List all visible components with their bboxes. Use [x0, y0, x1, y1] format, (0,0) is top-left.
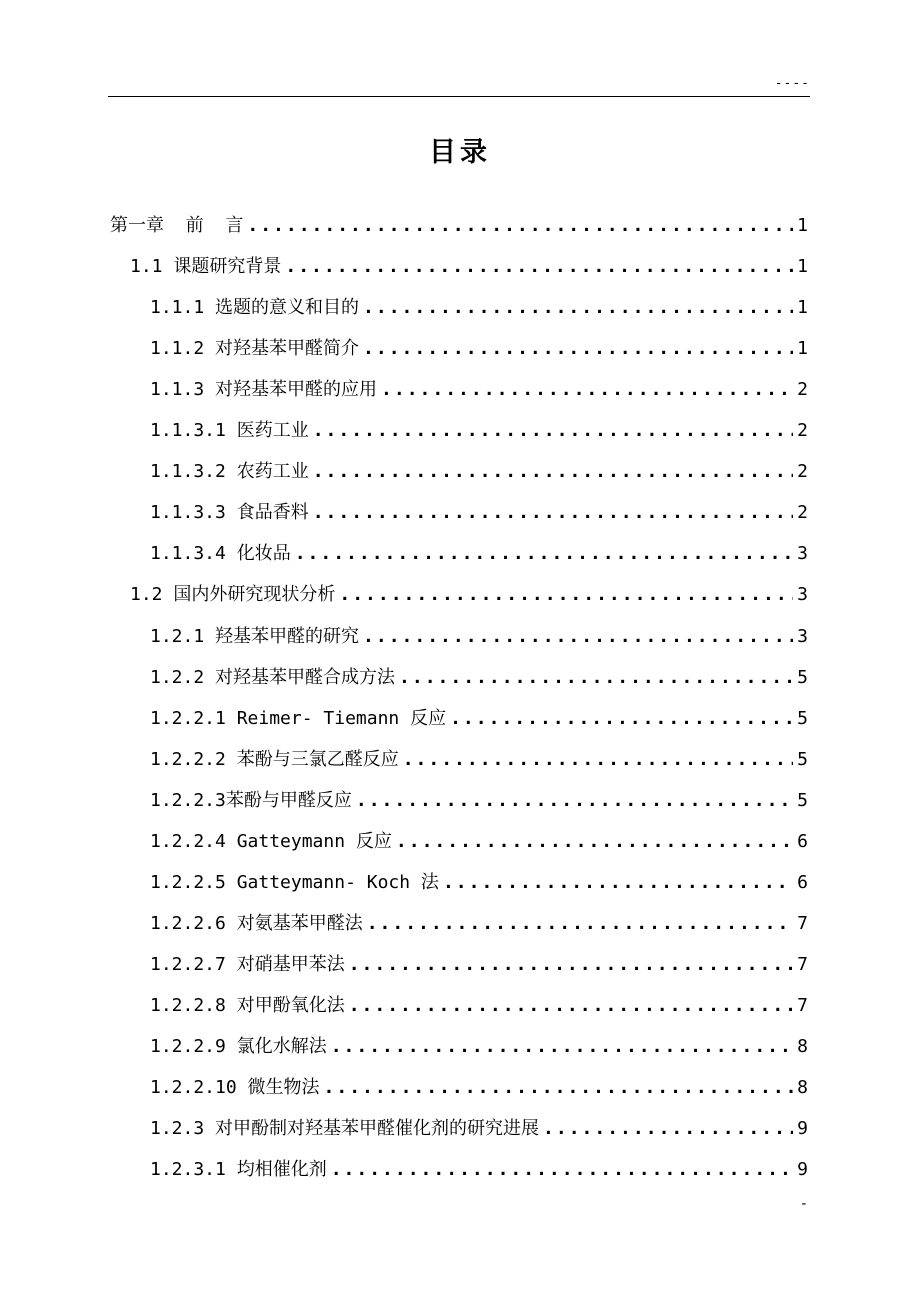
toc-entry-label: 1.2.1 羟基苯甲醛的研究: [150, 625, 360, 647]
toc-entry-page-number: 3: [797, 625, 808, 647]
toc-entry-label: 1.2.2.8 对甲酚氧化法: [150, 994, 345, 1016]
toc-entry-page-number: 9: [797, 1159, 808, 1181]
toc-entry-label: 1.2.2.1 Reimer- Tiemann 反应: [150, 707, 447, 729]
toc-dot-leader: [331, 1035, 793, 1059]
toc-entry-page-number: 5: [797, 748, 808, 770]
toc-dot-leader: [363, 296, 793, 320]
toc-dot-leader: [247, 214, 793, 238]
toc-entry-label: 第一章 前 言: [110, 215, 244, 237]
toc-entry-label: 1.2.3 对甲酚制对羟基苯甲醛催化剂的研究进展: [150, 1118, 540, 1140]
toc-entry-label: 1.1.3.4 化妆品: [150, 543, 291, 565]
toc-entry-page-number: 1: [797, 215, 808, 237]
toc-entry-label: 1.1.3.2 农药工业: [150, 461, 309, 483]
toc-dot-leader: [543, 1117, 793, 1141]
toc-dot-leader: [349, 953, 793, 977]
toc-entry[interactable]: [110, 772, 808, 813]
toc-entry-page-number: 5: [797, 666, 808, 688]
toc-dot-leader: [295, 542, 793, 566]
toc-entry-label: 1.1.1 选题的意义和目的: [150, 297, 360, 319]
toc-entry[interactable]: [110, 238, 808, 279]
toc-entry-label: 1.1.3 对羟基苯甲醛的应用: [150, 379, 378, 401]
toc-entry-page-number: 1: [797, 297, 808, 319]
toc-entry-page-number: 7: [797, 953, 808, 975]
toc-entry-label: 1.2.2.10 微生物法: [150, 1077, 320, 1099]
toc-entry-label: 1.1.3.1 医药工业: [150, 420, 309, 442]
toc-dot-leader: [339, 583, 793, 607]
toc-entry-page-number: 8: [797, 1035, 808, 1057]
toc-entry-page-number: 7: [797, 912, 808, 934]
toc-entry-label: 1.2.2 对羟基苯甲醛合成方法: [150, 666, 396, 688]
toc-entry-label: 1.1.3.3 食品香料: [150, 502, 309, 524]
toc-dot-leader: [285, 255, 793, 279]
toc-entry[interactable]: [110, 731, 808, 772]
toc-entry-page-number: 2: [797, 461, 808, 483]
toc-dot-leader: [313, 501, 793, 525]
toc-entry-page-number: 3: [797, 543, 808, 565]
toc-dot-leader: [403, 748, 793, 772]
toc-entry-page-number: 2: [797, 502, 808, 524]
toc-entry-label: 1.2.2.7 对硝基甲苯法: [150, 953, 345, 975]
toc-entry[interactable]: [110, 1059, 808, 1100]
toc-entry-page-number: 1: [797, 338, 808, 360]
toc-entry-label: 1.2.2.5 Gatteymann- Koch 法: [150, 871, 439, 893]
toc-entry-page-number: 8: [797, 1077, 808, 1099]
toc-entry[interactable]: [110, 690, 808, 731]
toc-dot-leader: [363, 337, 793, 361]
toc-entry-label: 1.1.2 对羟基苯甲醛简介: [150, 338, 360, 360]
toc-entry[interactable]: [110, 525, 808, 566]
toc-dot-leader: [367, 912, 793, 936]
toc-dot-leader: [363, 625, 793, 649]
toc-entry[interactable]: [110, 607, 808, 648]
toc-entry[interactable]: [110, 1141, 808, 1182]
toc-entry[interactable]: [110, 197, 808, 238]
toc-entry[interactable]: [110, 320, 808, 361]
page-title: 目录: [429, 137, 491, 168]
toc-entry[interactable]: [110, 1018, 808, 1059]
toc-entry-label: 1.1 课题研究背景: [130, 256, 282, 278]
toc-dot-leader: [313, 460, 793, 484]
toc-dot-leader: [381, 378, 793, 402]
toc-entry[interactable]: [110, 443, 808, 484]
toc-entry[interactable]: [110, 977, 808, 1018]
toc-entry[interactable]: [110, 402, 808, 443]
toc-entry[interactable]: [110, 813, 808, 854]
footer-mark: -: [799, 1196, 808, 1212]
toc-entry-page-number: 1: [797, 256, 808, 278]
toc-entry-page-number: 2: [797, 420, 808, 442]
toc-dot-leader: [396, 830, 793, 854]
header-mark: ----: [774, 76, 810, 91]
toc-entry-page-number: 7: [797, 994, 808, 1016]
toc-entry-page-number: 2: [797, 379, 808, 401]
toc-entry-page-number: 5: [797, 707, 808, 729]
toc-entry-page-number: 6: [797, 830, 808, 852]
toc-entry[interactable]: [110, 936, 808, 977]
toc-entry[interactable]: [110, 854, 808, 895]
toc-entry-page-number: 5: [797, 789, 808, 811]
toc-entry[interactable]: [110, 895, 808, 936]
toc-dot-leader: [450, 707, 793, 731]
toc-entry-label: 1.2.3.1 均相催化剂: [150, 1159, 327, 1181]
toc-dot-leader: [443, 871, 793, 895]
toc-entry-label: 1.2 国内外研究现状分析: [130, 584, 336, 606]
toc-entry-label: 1.2.2.3苯酚与甲醛反应: [150, 789, 352, 811]
toc-dot-leader: [399, 666, 793, 690]
toc-entry[interactable]: [110, 566, 808, 607]
toc-dot-leader: [356, 789, 793, 813]
toc-entry[interactable]: [110, 649, 808, 690]
toc-entry-label: 1.2.2.4 Gatteymann 反应: [150, 830, 392, 852]
toc-entry-page-number: 3: [797, 584, 808, 606]
toc-entry[interactable]: [110, 361, 808, 402]
toc-entry[interactable]: [110, 1100, 808, 1141]
toc-dot-leader: [324, 1076, 794, 1100]
toc-entry-label: 1.2.2.2 苯酚与三氯乙醛反应: [150, 748, 399, 770]
toc-entry[interactable]: [110, 484, 808, 525]
toc-entry-label: 1.2.2.6 对氨基苯甲醛法: [150, 912, 363, 934]
toc-entry-page-number: 6: [797, 871, 808, 893]
toc-dot-leader: [313, 419, 793, 443]
header-rule: [108, 96, 810, 97]
toc-entry[interactable]: [110, 279, 808, 320]
toc-dot-leader: [331, 1158, 793, 1182]
toc-dot-leader: [349, 994, 793, 1018]
toc-entry-label: 1.2.2.9 氯化水解法: [150, 1035, 327, 1057]
toc-entry-page-number: 9: [797, 1118, 808, 1140]
table-of-contents: [110, 197, 808, 1182]
